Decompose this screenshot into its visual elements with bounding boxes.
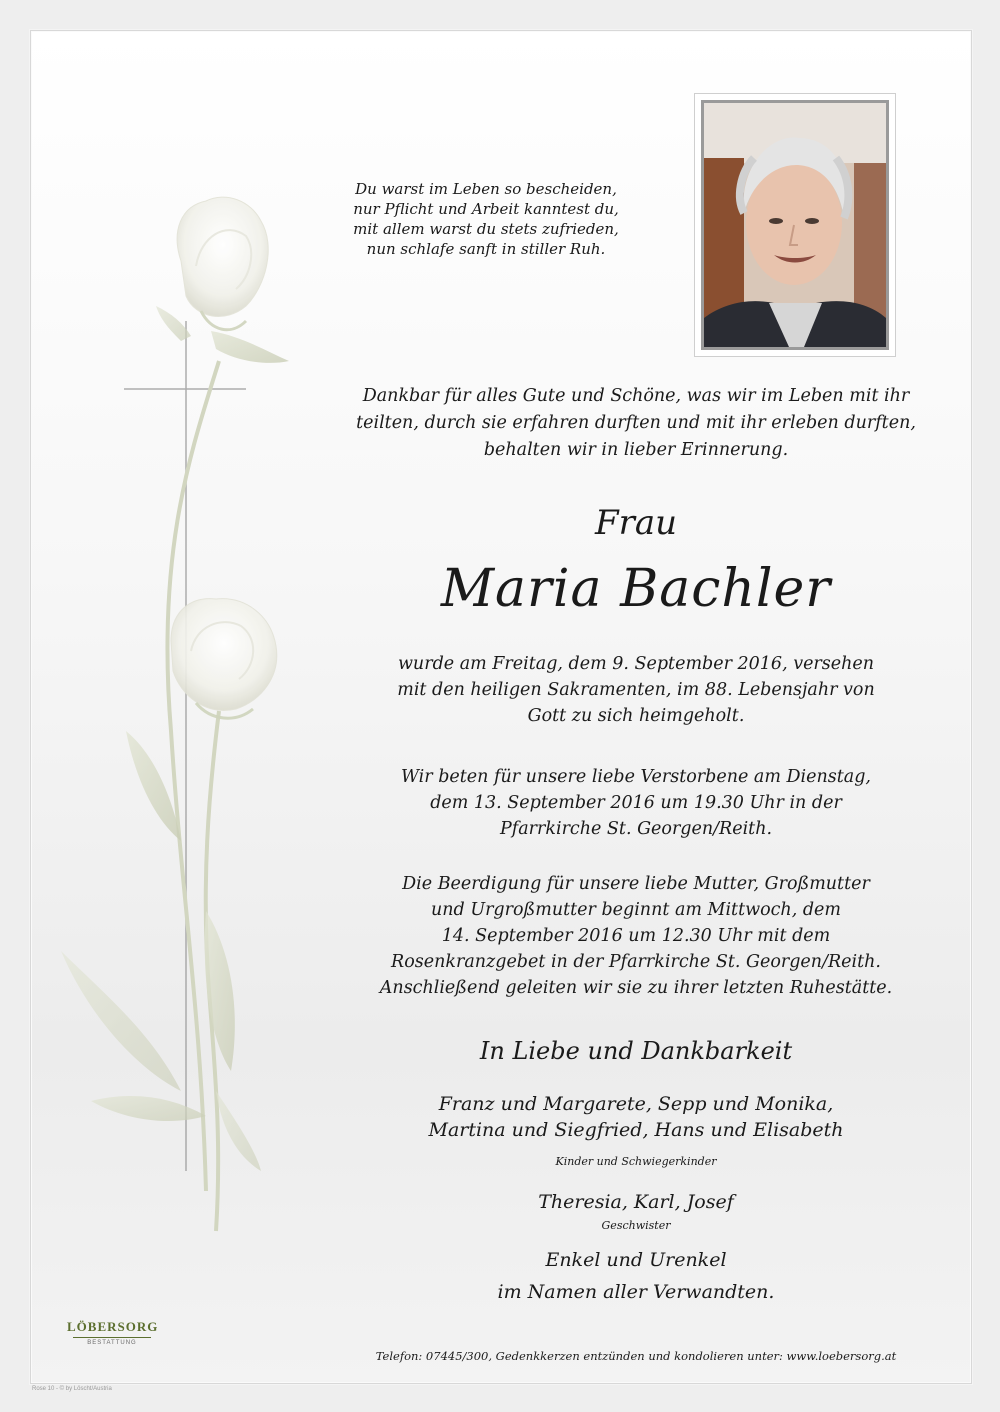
gratitude-line: teilten, durch sie erfahren durften und mit ihr erleben durften, — [356, 413, 916, 433]
deceased-name: Maria Bachler — [440, 559, 832, 619]
prayer-line: Pfarrkirche St. Georgen/Reith. — [499, 819, 773, 839]
contact-line: Telefon: 07445/300, Gedenkkerzen entzünden und kondolieren unter: www.loebersorg.at — [375, 1349, 897, 1363]
obituary-card — [30, 30, 972, 1384]
funeral-home-logo — [67, 1319, 157, 1346]
rose-cross-decoration — [31, 31, 331, 1383]
funeral-line: Die Beerdigung für unsere liebe Mutter, Großmutter — [402, 874, 870, 894]
portrait-photo — [694, 93, 896, 357]
poem-line: Du warst im Leben so bescheiden, — [355, 180, 617, 198]
rose-icon — [177, 197, 268, 330]
death-notice-line: wurde am Freitag, dem 9. September 2016, versehen — [397, 654, 875, 674]
funeral-line: 14. September 2016 um 12.30 Uhr mit dem — [441, 926, 831, 946]
imprint: Rose 10 - © by Löscht/Austria — [32, 1386, 112, 1392]
children-line: Franz und Margarete, Sepp und Monika, — [438, 1093, 834, 1115]
grandchildren: Enkel und Urenkel — [545, 1249, 727, 1271]
funeral-line: Rosenkranzgebet in der Pfarrkirche St. Georgen/Reith. — [391, 952, 881, 972]
funeral-line: Anschließend geleiten wir sie zu ihrer letzten Ruhestätte. — [379, 978, 893, 998]
logo-subtitle: BESTATTUNG — [87, 1340, 137, 1346]
rose-icon — [171, 599, 277, 719]
relatives-line: im Namen aller Verwandten. — [497, 1281, 775, 1303]
poem-line: mit allem warst du stets zufrieden, — [353, 220, 619, 238]
gratitude-line: Dankbar für alles Gute und Schöne, was wir im Leben mit ihr — [362, 386, 910, 406]
siblings-names: Theresia, Karl, Josef — [538, 1191, 734, 1213]
poem — [321, 179, 651, 259]
prayer-line: Wir beten für unsere liebe Verstorbene am Dienstag, — [401, 767, 871, 787]
salutation: Frau — [594, 503, 677, 543]
poem-line: nun schlafe sanft in stiller Ruh. — [366, 240, 606, 258]
death-notice — [301, 651, 971, 729]
logo-divider — [73, 1337, 151, 1338]
children-label: Kinder und Schwiegerkinder — [555, 1155, 717, 1168]
gratitude-text — [301, 383, 971, 464]
prayer-notice — [301, 764, 971, 842]
portrait-image — [704, 103, 886, 347]
gratitude-line: behalten wir in lieber Erinnerung. — [483, 440, 789, 460]
funeral-notice — [301, 871, 971, 1001]
death-notice-line: Gott zu sich heimgeholt. — [527, 706, 745, 726]
logo-name: LÖBERSORG — [67, 1319, 159, 1334]
death-notice-line: mit den heiligen Sakramenten, im 88. Lebensjahr von — [397, 680, 875, 700]
poem-line: nur Pflicht und Arbeit kanntest du, — [353, 200, 619, 218]
children-names — [301, 1091, 971, 1143]
closing-phrase: In Liebe und Dankbarkeit — [479, 1037, 793, 1065]
prayer-line: dem 13. September 2016 um 19.30 Uhr in der — [430, 793, 842, 813]
children-line: Martina und Siegfried, Hans und Elisabeth — [428, 1119, 844, 1141]
siblings-label: Geschwister — [601, 1219, 671, 1232]
funeral-line: und Urgroßmutter beginnt am Mittwoch, dem — [431, 900, 841, 920]
